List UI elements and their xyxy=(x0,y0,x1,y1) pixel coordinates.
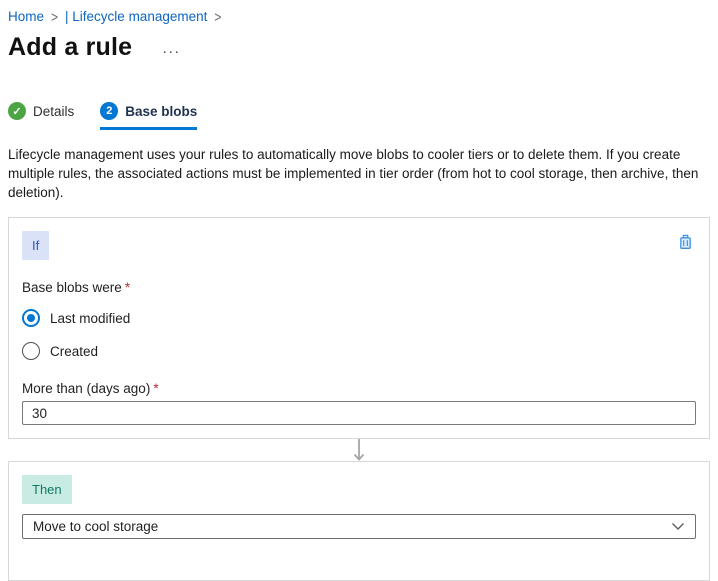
breadcrumb-link-lifecycle-management[interactable]: | Lifecycle management xyxy=(65,9,208,24)
then-action-card xyxy=(8,461,710,581)
breadcrumb xyxy=(8,9,710,24)
radio-last-modified[interactable] xyxy=(22,309,696,327)
required-marker: * xyxy=(153,381,159,396)
delete-rule-button[interactable] xyxy=(675,231,696,252)
breadcrumb-link-home[interactable]: Home xyxy=(8,9,45,24)
then-badge: Then xyxy=(22,475,72,504)
step-complete-check-icon: ✓ xyxy=(8,102,26,120)
tab-details-label: Details xyxy=(33,103,75,119)
action-dropdown[interactable] xyxy=(22,514,696,539)
tab-details[interactable] xyxy=(8,102,74,130)
base-blobs-were-label: Base blobs were * xyxy=(22,280,131,295)
page-title: Add a rule xyxy=(8,33,133,61)
radio-last-modified-label: Last modified xyxy=(50,310,131,326)
radio-unselected-icon xyxy=(22,342,40,360)
then-card-header xyxy=(22,475,696,504)
action-dropdown-value: Move to cool storage xyxy=(33,519,159,534)
step-number-icon: 2 xyxy=(100,102,118,120)
trash-icon xyxy=(677,233,694,250)
flow-connector xyxy=(8,439,710,461)
if-badge: If xyxy=(22,231,49,260)
tab-base-blobs-label: Base blobs xyxy=(125,103,198,119)
more-than-days-label: More than (days ago) * xyxy=(22,381,159,396)
arrow-down-icon xyxy=(352,439,366,461)
radio-created-label: Created xyxy=(50,343,99,359)
breadcrumb-separator-icon: > xyxy=(214,7,222,26)
more-options-button[interactable]: ··· xyxy=(162,42,181,60)
chevron-down-icon xyxy=(671,522,685,531)
if-card-header xyxy=(22,231,696,260)
tab-base-blobs[interactable] xyxy=(100,102,197,130)
required-marker: * xyxy=(124,280,131,295)
title-row xyxy=(8,33,710,62)
radio-selected-icon xyxy=(22,309,40,327)
if-condition-card xyxy=(8,217,710,439)
wizard-tabs xyxy=(8,102,710,130)
radio-created[interactable] xyxy=(22,342,696,360)
days-ago-input[interactable] xyxy=(22,401,696,425)
breadcrumb-separator-icon: > xyxy=(51,7,59,26)
intro-text: Lifecycle management uses your rules to automatically move blobs to cooler tiers or to delete them. If you create multiple rules, the associated actions must be implemented in tier order (from hot to cool storage, then archive, then deletion). xyxy=(8,147,699,200)
